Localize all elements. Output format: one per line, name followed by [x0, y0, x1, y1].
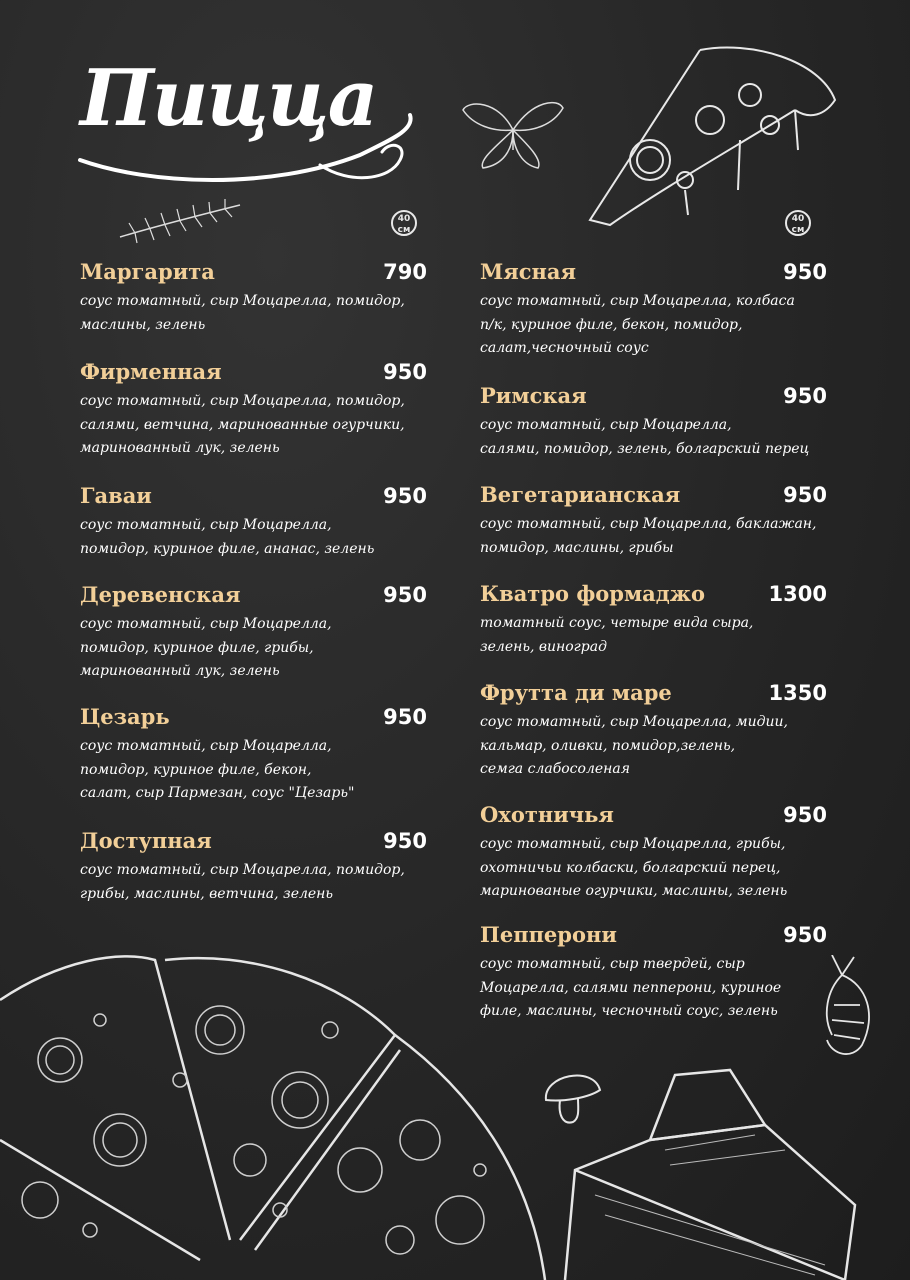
menu-item [480, 481, 835, 580]
menu-item-name: Гаваи [80, 483, 152, 508]
description-line: семга слабосоленая [480, 761, 630, 777]
description-line: кальмар, оливки, помидор,зелень, [480, 737, 736, 754]
menu-item-price: 1350 [768, 681, 827, 705]
description-line: томатный соус, четыре вида сыра, [480, 615, 754, 631]
menu-item [80, 703, 435, 827]
description-line: соус томатный, сыр Моцарелла, колбаса [480, 293, 795, 309]
description-line: салями, ветчина, маринованные огурчики, [80, 416, 405, 433]
menu-item-description [80, 390, 435, 461]
description-line: соус томатный, сыр Моцарелла, помидор, [80, 862, 405, 878]
menu-item-description [480, 612, 835, 659]
menu-item-name: Фирменная [80, 359, 222, 384]
menu-item-name: Маргарита [80, 259, 215, 284]
description-line: зелень, виноград [480, 638, 607, 655]
description-line: маринованный лук, зелень [80, 663, 280, 679]
description-line: соус томатный, сыр Моцарелла, [80, 517, 332, 533]
description-line: грибы, маслины, ветчина, зелень [80, 885, 334, 902]
menu-item-description [480, 290, 835, 361]
menu-item-name: Вегетарианская [480, 482, 681, 507]
menu-column-left [80, 258, 435, 906]
menu-item-price: 950 [783, 923, 827, 947]
pizza-illustration [0, 940, 560, 1280]
menu-item-price: 950 [783, 384, 827, 408]
description-line: помидор, куриное филе, грибы, [80, 639, 314, 656]
size-badge-right [785, 210, 811, 236]
menu-item [80, 827, 435, 906]
menu-item-description [80, 613, 435, 684]
rosemary-icon [115, 195, 245, 245]
menu-item-price: 1300 [768, 582, 827, 606]
description-line: помидор, куриное филе, ананас, зелень [80, 540, 375, 557]
menu-item [80, 581, 435, 703]
menu-item-description [480, 711, 835, 782]
menu-item-name: Мясная [480, 259, 577, 284]
description-line: п/к, куриное филе, бекон, помидор, [480, 316, 743, 333]
size-badge-unit: см [791, 225, 805, 235]
description-line: соус томатный, сыр Моцарелла, [80, 738, 332, 754]
menu-item-price: 950 [383, 829, 427, 853]
menu-item-name: Охотничья [480, 802, 614, 827]
menu-item-price: 950 [383, 360, 427, 384]
menu-item [80, 358, 435, 482]
menu-item-price: 950 [783, 260, 827, 284]
size-badge-left [391, 210, 417, 236]
menu-item [480, 679, 835, 801]
menu-item-description [480, 414, 835, 461]
menu-item-description [80, 859, 435, 906]
basil-leaves-icon [458, 90, 568, 170]
menu-item-price: 950 [783, 483, 827, 507]
description-line: соус томатный, сыр Моцарелла, [80, 616, 332, 632]
menu-item-price: 790 [383, 260, 427, 284]
menu-item-description [80, 735, 435, 806]
menu-item-description [480, 833, 835, 904]
menu-item [80, 258, 435, 358]
menu-item [80, 482, 435, 581]
description-line: салат,чесночный соус [480, 340, 649, 356]
cheese-grater-icon [555, 1065, 860, 1280]
size-badge-unit: см [397, 225, 411, 235]
description-line: соус томатный, сыр Моцарелла, грибы, [480, 836, 786, 852]
menu-item-description [80, 514, 435, 561]
menu-item-name: Деревенская [80, 582, 241, 607]
menu-item-price: 950 [383, 583, 427, 607]
description-line: охотничьи колбаски, болгарский перец, [480, 859, 781, 876]
menu-item-price: 950 [383, 705, 427, 729]
page-title: Пицца [80, 53, 377, 144]
description-line: маринованые огурчики, маслины, зелень [480, 883, 788, 899]
menu-item-description [80, 290, 435, 337]
description-line: соус томатный, сыр Моцарелла, помидор, [80, 393, 405, 409]
menu-item-price: 950 [783, 803, 827, 827]
pizza-slice-icon [580, 40, 840, 230]
size-badge-number: 40 [397, 214, 411, 224]
menu-item [480, 801, 835, 921]
description-line: салями, помидор, зелень, болгарский перец [480, 440, 810, 457]
title-swash-decoration [70, 110, 430, 190]
menu-item-name: Пепперони [480, 922, 617, 947]
menu-item [480, 258, 835, 382]
description-line: помидор, маслины, грибы [480, 539, 674, 556]
menu-item [480, 382, 835, 481]
menu-item-name: Фрутта ди маре [480, 680, 672, 705]
description-line: соус томатный, сыр Моцарелла, баклажан, [480, 516, 817, 532]
menu-item-name: Цезарь [80, 704, 170, 729]
description-line: филе, маслины, чесночный соус, зелень [480, 1003, 778, 1019]
size-badge-number: 40 [791, 214, 805, 224]
menu-item [480, 580, 835, 679]
menu-item-name: Кватро формаджо [480, 581, 706, 606]
menu-item-name: Доступная [80, 828, 212, 853]
menu-item-price: 950 [383, 484, 427, 508]
description-line: маслины, зелень [80, 316, 206, 333]
description-line: Моцарелла, салями пепперони, куриное [480, 979, 782, 996]
menu-item-name: Римская [480, 383, 587, 408]
description-line: салат, сыр Пармезан, соус "Цезарь" [80, 785, 355, 801]
description-line: соус томатный, сыр Моцарелла, [480, 417, 732, 433]
description-line: маринованный лук, зелень [80, 440, 280, 456]
description-line: помидор, куриное филе, бекон, [80, 761, 312, 778]
description-line: соус томатный, сыр Моцарелла, мидии, [480, 714, 788, 730]
menu-item-description [480, 513, 835, 560]
shrimp-icon [812, 955, 887, 1065]
menu-column-right [480, 258, 835, 1024]
description-line: соус томатный, сыр твердей, сыр [480, 956, 745, 972]
description-line: соус томатный, сыр Моцарелла, помидор, [80, 293, 405, 309]
